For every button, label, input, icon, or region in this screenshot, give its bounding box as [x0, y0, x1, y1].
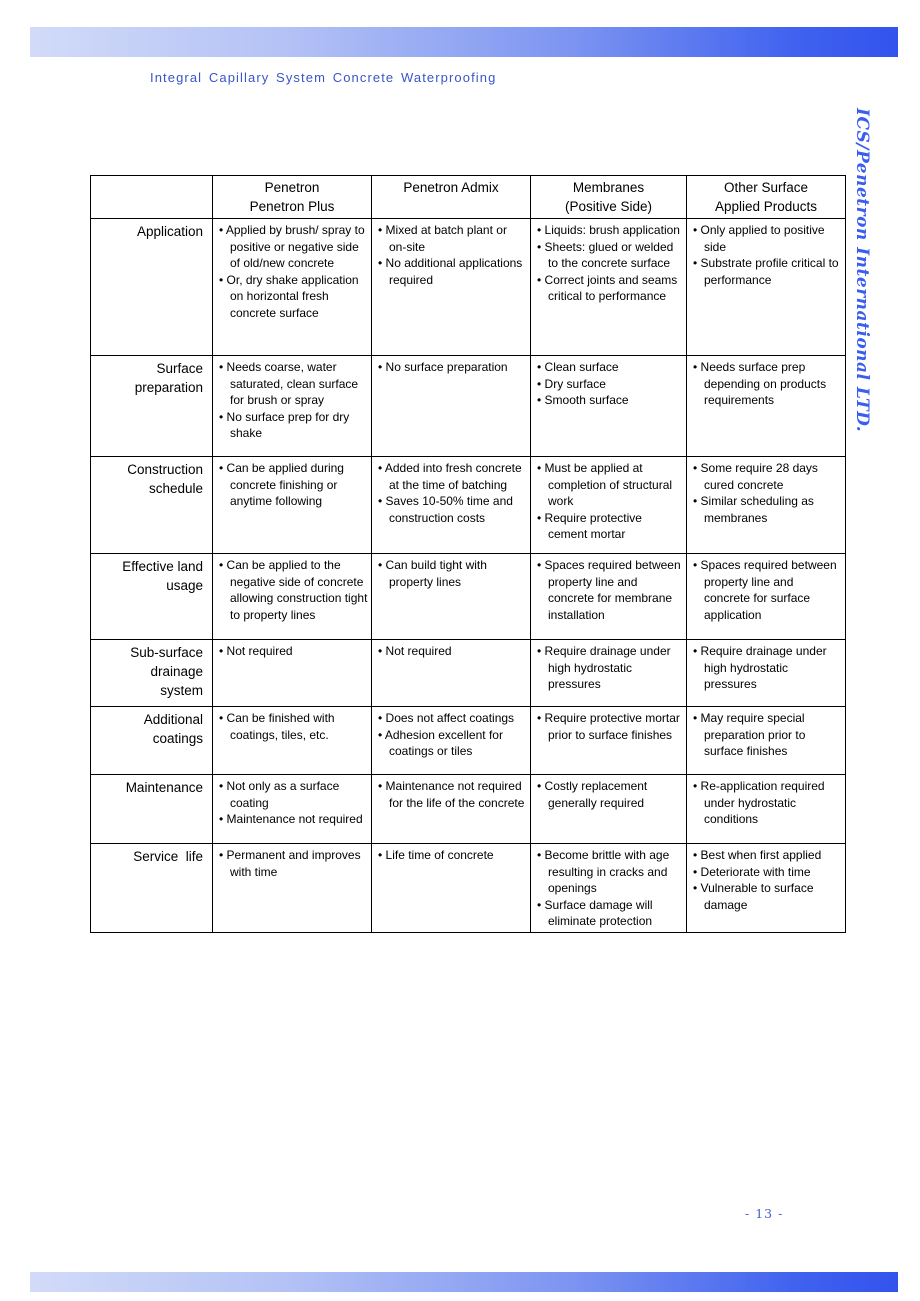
bullet-item: • Maintenance not required for the life of the concrete [378, 779, 525, 810]
bullet-item: • Similar scheduling as membranes [693, 494, 814, 525]
row-label [91, 554, 213, 640]
table-cell [687, 554, 846, 640]
bullet-item: • Does not affect coatings [378, 711, 515, 725]
bullet-item: • Re-application required under hydrostatic conditions [693, 779, 825, 826]
table-cell [372, 457, 531, 554]
column-header-line: Other Surface [723, 180, 809, 195]
table-cell [213, 640, 372, 707]
bullet-item: • Maintenance not required [219, 812, 363, 826]
table-cell [213, 554, 372, 640]
bullet-item: • Added into fresh concrete at the time of batching [378, 461, 522, 492]
bullet-item: • Must be applied at completion of structural work [537, 461, 673, 508]
side-vertical-text: ICS/Penetron International LTD. [852, 108, 872, 433]
corner-cell [91, 176, 213, 219]
row-label-line: schedule [148, 481, 203, 496]
bullet-item: • Permanent and improves with time [219, 848, 361, 879]
bullet-item: • Vulnerable to surface damage [693, 881, 814, 912]
table-row [91, 554, 846, 640]
bullet-item: • Require drainage under high hydrostatic pressures [693, 644, 827, 691]
table-cell [213, 356, 372, 457]
bullet-item: • Not required [219, 644, 293, 658]
bullet-item: • No additional applications required [378, 256, 523, 287]
table-cell [531, 457, 687, 554]
bullet-item: • Not only as a surface coating [219, 779, 340, 810]
table-cell [213, 844, 372, 933]
bullet-item: • Adhesion excellent for coatings or tiles [378, 727, 503, 758]
column-header-line: Applied Products [714, 199, 818, 214]
bullet-item: • Can be finished with coatings, tiles, etc. [219, 711, 335, 742]
comparison-table [90, 175, 846, 933]
bullet-item: • Become brittle with age resulting in cracks and openings [537, 848, 670, 895]
bullet-item: • Sheets: glued or welded to the concrete surface [537, 239, 674, 270]
footer-gradient-bar [30, 1272, 898, 1292]
table-cell [372, 707, 531, 775]
bullet-item: • Spaces required between property line and concrete for surface application [693, 558, 837, 622]
row-label-line: system [160, 683, 203, 698]
bullet-item: • Liquids: brush application [537, 223, 680, 237]
bullet-item: • Life time of concrete [378, 848, 494, 862]
table-row [91, 219, 846, 356]
row-label-line: Construction [127, 462, 203, 477]
row-label [91, 775, 213, 844]
row-label-line: usage [166, 578, 203, 593]
bullet-item: • Spaces required between property line and concrete for membrane installation [537, 558, 681, 622]
bullet-item: • Needs coarse, water saturated, clean surface for brush or spray [219, 360, 359, 407]
bullet-item: • Deteriorate with time [693, 864, 811, 879]
row-label-line: Effective land [122, 559, 203, 574]
table-cell [213, 707, 372, 775]
column-header [213, 176, 372, 219]
column-header-line: Penetron Admix [403, 180, 499, 195]
bullet-item: • Require protective cement mortar [537, 510, 642, 541]
row-label-line: Maintenance [125, 780, 203, 795]
column-header [531, 176, 687, 219]
bullet-item: • Smooth surface [537, 393, 629, 407]
bullet-item: • Only applied to positive side [693, 223, 825, 254]
table-cell [372, 356, 531, 457]
row-label [91, 844, 213, 933]
table-cell [687, 707, 846, 775]
table-cell [372, 844, 531, 933]
bullet-item: • Saves 10-50% time and construction costs [378, 494, 513, 525]
table-cell [531, 707, 687, 775]
table-row [91, 457, 846, 554]
table-cell [213, 775, 372, 844]
bullet-item: • Correct joints and seams critical to performance [537, 272, 678, 303]
bullet-item: • Best when first applied [693, 848, 822, 862]
row-label-line: coatings [152, 731, 203, 746]
table-cell [687, 356, 846, 457]
column-header-line: Membranes [572, 180, 645, 195]
bullet-item: • May require special preparation prior to surface finishes [693, 711, 806, 758]
row-label-line: Additional [143, 712, 203, 727]
table-cell [531, 640, 687, 707]
bullet-item: • Require protective mortar prior to surface finishes [537, 711, 680, 742]
bullet-item: • Surface damage will eliminate protection [537, 897, 653, 928]
row-label-line: preparation [134, 380, 203, 395]
row-label [91, 219, 213, 356]
table-cell [372, 775, 531, 844]
table-cell [213, 219, 372, 356]
table-cell [687, 775, 846, 844]
table-cell [531, 554, 687, 640]
row-label [91, 640, 213, 707]
row-label-line: drainage [150, 664, 203, 679]
bullet-item: • Require drainage under high hydrostatic pressures [537, 644, 671, 691]
table-row [91, 775, 846, 844]
table-cell [687, 640, 846, 707]
column-header-line: Penetron [264, 180, 320, 195]
bullet-item: • Or, dry shake application on horizontal fresh concrete surface [219, 272, 359, 320]
bullet-item: • Can be applied during concrete finishing or anytime following [219, 461, 344, 508]
bullet-item: • Can be applied to the negative side of concrete allowing construction tight to property lines [219, 558, 368, 622]
row-label-line: Surface [156, 361, 203, 376]
row-label [91, 457, 213, 554]
table-cell [372, 554, 531, 640]
table-cell [531, 356, 687, 457]
table-row [91, 356, 846, 457]
row-label [91, 356, 213, 457]
bullet-item: • Can build tight with property lines [378, 558, 487, 589]
bullet-item: • Substrate profile critical to performance [693, 256, 839, 287]
table-row [91, 844, 846, 933]
bullet-item: • Mixed at batch plant or on-site [378, 223, 507, 254]
header-gradient-bar [30, 27, 898, 57]
table-cell [213, 457, 372, 554]
column-header-line: Penetron Plus [249, 199, 335, 214]
bullet-item: • Clean surface [537, 360, 619, 374]
bullet-item: • No surface prep for dry shake [219, 409, 350, 440]
column-header-line: (Positive Side) [564, 199, 653, 214]
table-cell [531, 775, 687, 844]
table-cell [531, 219, 687, 356]
table-cell [531, 844, 687, 933]
bullet-item: • No surface preparation [378, 360, 508, 374]
bullet-item: • Not required [378, 644, 452, 658]
bullet-item: • Applied by brush/ spray to positive or negative side of old/new concrete [219, 223, 365, 270]
page-number: - 13 - [745, 1206, 784, 1221]
table-cell [687, 219, 846, 356]
row-label-line: Application [136, 224, 203, 239]
row-label-line: Service life [133, 849, 203, 864]
table-cell [372, 219, 531, 356]
bullet-item: • Costly replacement generally required [537, 779, 648, 810]
table-row [91, 707, 846, 775]
row-label [91, 707, 213, 775]
column-header [687, 176, 846, 219]
bullet-item: • Dry surface [537, 376, 606, 391]
table-row [91, 640, 846, 707]
table-cell [372, 640, 531, 707]
row-label-line: Sub-surface [130, 645, 203, 660]
bullet-item: • Some require 28 days cured concrete [693, 461, 818, 492]
table-cell [687, 844, 846, 933]
bullet-item: • Needs surface prep depending on products requirements [693, 360, 827, 407]
column-header [372, 176, 531, 219]
table-cell [687, 457, 846, 554]
header-title: Integral Capillary System Concrete Waterproofing [150, 70, 497, 85]
